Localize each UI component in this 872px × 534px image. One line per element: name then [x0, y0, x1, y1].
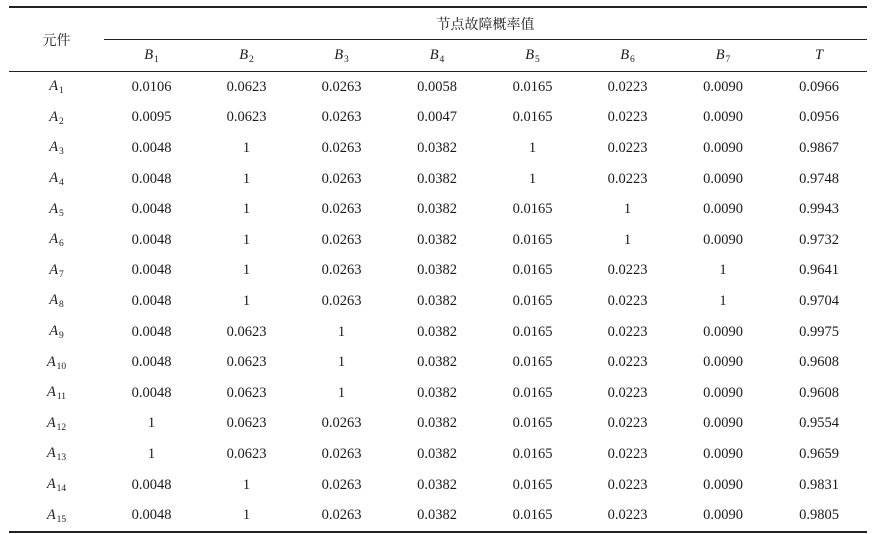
table-row [9, 133, 867, 164]
table-row [9, 409, 867, 440]
table-cell: 0.0048 [131, 354, 172, 371]
table-cell: 0.9554 [799, 415, 839, 432]
row-header-subscript: 1 [59, 86, 64, 97]
table-cell: 0.0263 [321, 231, 362, 248]
table-cell: 0.0263 [321, 415, 362, 432]
table-cell: 1 [242, 507, 251, 524]
table-cell: 0.0382 [417, 231, 457, 248]
column-header [580, 40, 675, 72]
table-cell: 1 [242, 262, 251, 279]
row-header [9, 470, 104, 501]
table-cell: 0.0623 [226, 109, 267, 126]
table-cell: 0.0165 [512, 78, 553, 95]
table-cell: 0.0263 [321, 445, 362, 462]
row-header [9, 409, 104, 440]
table-cell: 1 [528, 170, 537, 187]
table-cell: 1 [337, 384, 346, 401]
column-header-base: B [715, 46, 725, 63]
row-header-subscript: 7 [59, 269, 64, 280]
row-header [9, 256, 104, 287]
row-header-base: A [46, 476, 56, 493]
table-cell: 0.0623 [226, 354, 267, 371]
table-row [9, 500, 867, 532]
row-header-subscript: 14 [56, 484, 67, 495]
table-cell: 0.0048 [131, 139, 172, 156]
column-header-base: T [814, 47, 824, 63]
table-cell: 0.0623 [226, 445, 267, 462]
table-cell: 0.0165 [512, 354, 553, 371]
table-cell: 0.9805 [799, 507, 839, 524]
table-cell: 0.0095 [131, 109, 172, 126]
group-title: 节点故障概率值 [436, 16, 535, 33]
column-header-subscript: 1 [154, 54, 159, 65]
table-cell: 0.0090 [703, 507, 743, 524]
row-header-subscript: 10 [56, 361, 67, 372]
table-cell: 0.0106 [131, 78, 172, 95]
table-cell: 0.0263 [321, 78, 362, 95]
table-cell: 0.0223 [607, 292, 648, 309]
table-cell: 0.0223 [607, 109, 648, 126]
table-cell: 0.0223 [607, 384, 648, 401]
table-cell: 0.0223 [607, 415, 648, 432]
table-cell: 0.0165 [512, 507, 553, 524]
table-cell: 0.0623 [226, 78, 267, 95]
table-cell: 0.0223 [607, 139, 648, 156]
table-cell: 0.0048 [131, 507, 172, 524]
row-header-subscript: 11 [56, 392, 66, 403]
row-header-subscript: 3 [59, 147, 64, 158]
table-cell: 1 [528, 139, 537, 156]
row-header-base: A [49, 78, 59, 95]
row-header [9, 164, 104, 195]
table-cell: 1 [337, 323, 346, 340]
table-cell: 0.0090 [703, 139, 743, 156]
table-cell: 0.0165 [512, 476, 553, 493]
table-row [9, 378, 867, 409]
row-header-subscript: 4 [59, 178, 64, 189]
table-cell: 1 [623, 201, 632, 218]
table-cell: 0.0165 [512, 262, 553, 279]
table-body [9, 72, 867, 532]
table-cell: 0.0090 [703, 384, 743, 401]
table-cell: 0.9641 [799, 262, 839, 279]
row-header-subscript: 8 [59, 300, 64, 311]
table-cell: 0.0382 [417, 507, 457, 524]
table-cell: 0.9867 [799, 139, 839, 156]
table-cell: 0.0382 [417, 201, 457, 218]
table-row [9, 72, 867, 103]
column-header-subscript: 3 [344, 54, 349, 65]
column-header-subscript: 7 [725, 54, 731, 65]
column-header [675, 40, 771, 72]
table-row [9, 164, 867, 195]
table-cell: 0.0623 [226, 323, 267, 340]
table-cell: 0.0165 [512, 415, 553, 432]
table-cell: 1 [242, 201, 251, 218]
table-row [9, 347, 867, 378]
row-header [9, 133, 104, 164]
column-header [104, 40, 199, 72]
table-cell: 0.0623 [226, 384, 267, 401]
table-cell: 0.0165 [512, 445, 553, 462]
row-header-base: A [49, 323, 59, 340]
table-cell: 0.0165 [512, 231, 553, 248]
table-cell: 0.0382 [417, 323, 457, 340]
column-header-subscript: 6 [630, 54, 635, 65]
table-cell: 0.0263 [321, 109, 362, 126]
table-cell: 0.0966 [799, 78, 839, 95]
table-cell: 0.9608 [799, 384, 839, 401]
table-cell: 0.0223 [607, 445, 648, 462]
row-header-base: A [46, 353, 56, 370]
row-header-base: A [49, 170, 59, 187]
table-cell: 0.0047 [417, 109, 457, 126]
row-header [9, 103, 104, 134]
table-cell: 0.0090 [703, 445, 743, 462]
table-cell: 1 [147, 415, 156, 432]
column-header-subscript: 2 [249, 54, 254, 65]
table-cell: 0.0223 [607, 507, 648, 524]
row-header-base: A [46, 506, 56, 523]
row-header [9, 439, 104, 470]
table-cell: 0.0223 [607, 323, 648, 340]
row-header [9, 500, 104, 532]
table-cell: 0.0048 [131, 292, 172, 309]
table-cell: 0.0263 [321, 476, 362, 493]
row-header [9, 286, 104, 317]
table-cell: 0.0090 [703, 415, 743, 432]
table-cell: 0.0058 [417, 78, 457, 95]
table-cell: 0.0623 [226, 415, 267, 432]
header-row-group [9, 7, 867, 40]
column-header-base: B [239, 46, 249, 63]
table-cell: 0.9975 [799, 323, 839, 340]
column-header-subscript: 5 [535, 54, 540, 65]
table-cell: 0.0263 [321, 292, 362, 309]
table-cell: 0.9704 [799, 292, 839, 309]
row-header [9, 317, 104, 348]
table-cell: 1 [242, 476, 251, 493]
table-cell: 0.0223 [607, 170, 648, 187]
row-header-base: A [46, 384, 56, 401]
table-cell: 0.0090 [703, 476, 743, 493]
table-cell: 1 [337, 354, 346, 371]
table-cell: 0.0382 [417, 384, 457, 401]
table-row [9, 225, 867, 256]
table-cell: 0.0090 [703, 109, 743, 126]
group-header-cell [104, 7, 867, 40]
row-header-base: A [49, 292, 59, 309]
table-cell: 1 [623, 231, 632, 248]
table-cell: 0.0048 [131, 262, 172, 279]
table-cell: 0.0382 [417, 139, 457, 156]
column-header-subscript: 4 [439, 54, 445, 65]
table-row [9, 194, 867, 225]
row-header-subscript: 12 [56, 422, 67, 433]
table-cell: 1 [242, 231, 251, 248]
table-cell: 0.0382 [417, 476, 457, 493]
column-header [294, 40, 389, 72]
table-cell: 0.0263 [321, 201, 362, 218]
row-header-subscript: 6 [59, 239, 64, 250]
column-header-base: B [144, 46, 154, 63]
table-cell: 0.9943 [799, 201, 839, 218]
table-cell: 0.0090 [703, 323, 743, 340]
table-cell: 0.9608 [799, 354, 839, 371]
table-cell: 0.0165 [512, 109, 553, 126]
row-header-subscript: 13 [56, 453, 67, 464]
table-cell: 0.0263 [321, 262, 362, 279]
table-cell: 0.0165 [512, 292, 553, 309]
row-header-subscript: 15 [56, 514, 67, 525]
table-cell: 0.9659 [799, 445, 839, 462]
table-row [9, 256, 867, 287]
row-header-subscript: 2 [59, 116, 64, 127]
row-header [9, 194, 104, 225]
table-row [9, 439, 867, 470]
table-cell: 0.0165 [512, 384, 553, 401]
table-cell: 0.0048 [131, 476, 172, 493]
row-header-base: A [49, 200, 59, 217]
table-cell: 0.0090 [703, 354, 743, 371]
table-cell: 0.9732 [799, 231, 839, 248]
table-cell: 0.0223 [607, 78, 648, 95]
table-row [9, 470, 867, 501]
table-cell: 0.0090 [703, 231, 743, 248]
table-cell: 0.0382 [417, 415, 457, 432]
row-header [9, 378, 104, 409]
table-cell: 1 [147, 445, 156, 462]
column-header [485, 40, 580, 72]
table-cell: 0.0223 [607, 476, 648, 493]
table-row [9, 286, 867, 317]
table-cell: 0.0382 [417, 354, 457, 371]
row-header-base: A [49, 108, 59, 125]
table-cell: 1 [242, 170, 251, 187]
row-header-base: A [46, 445, 56, 462]
table-cell: 0.0048 [131, 170, 172, 187]
table-cell: 0.0090 [703, 201, 743, 218]
row-header-base: A [46, 414, 56, 431]
table-row [9, 317, 867, 348]
corner-header-component: 元件 [9, 7, 104, 72]
column-header-base: B [429, 46, 439, 63]
table-cell: 0.0382 [417, 262, 457, 279]
table-cell: 0.0382 [417, 445, 457, 462]
table-cell: 0.0048 [131, 231, 172, 248]
table-cell: 0.9831 [799, 476, 839, 493]
table-cell: 0.0263 [321, 507, 362, 524]
table-cell: 0.9748 [799, 170, 839, 187]
table-cell: 0.0048 [131, 323, 172, 340]
table-cell: 0.0382 [417, 292, 457, 309]
table-cell: 0.0382 [417, 170, 457, 187]
table-cell: 0.0048 [131, 384, 172, 401]
table-cell: 0.0048 [131, 201, 172, 218]
table-cell: 0.0165 [512, 201, 553, 218]
column-header [771, 40, 867, 72]
column-header [199, 40, 294, 72]
row-header-base: A [49, 139, 59, 156]
node-failure-probability-table [9, 6, 867, 533]
column-header-row [9, 40, 867, 72]
table-cell: 1 [719, 292, 727, 309]
table-cell: 0.0223 [607, 354, 648, 371]
row-header [9, 72, 104, 103]
table-cell: 1 [242, 292, 251, 309]
row-header-subscript: 5 [59, 208, 64, 219]
row-header [9, 347, 104, 378]
column-header-base: B [620, 46, 630, 63]
table-cell: 0.0263 [321, 139, 362, 156]
table-cell: 0.0223 [607, 262, 648, 279]
row-header-base: A [49, 261, 59, 278]
table-cell: 1 [242, 139, 251, 156]
column-header-base: B [334, 46, 344, 63]
column-header-base: B [525, 46, 535, 63]
row-header-base: A [49, 231, 59, 248]
table-cell: 0.0090 [703, 170, 743, 187]
row-header-subscript: 9 [59, 331, 64, 342]
row-header [9, 225, 104, 256]
probability-table-container [9, 6, 867, 533]
table-row [9, 103, 867, 134]
table-cell: 1 [719, 262, 727, 279]
table-cell: 0.0165 [512, 323, 553, 340]
table-cell: 0.0263 [321, 170, 362, 187]
table-cell: 0.0956 [799, 109, 839, 126]
column-header [389, 40, 485, 72]
table-cell: 0.0090 [703, 78, 743, 95]
